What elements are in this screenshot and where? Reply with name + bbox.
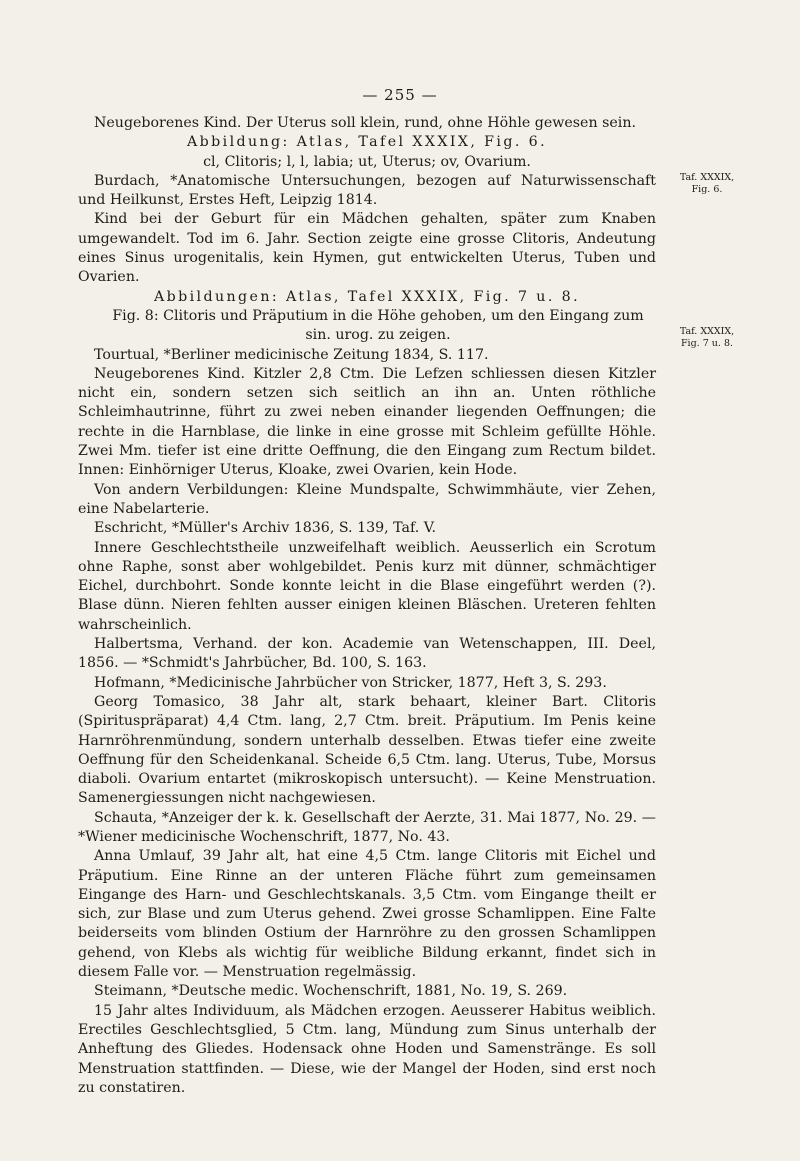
figure-legend: Fig. 8: Clitoris und Präputium in die Höhe gehoben, um den Eingang zum sin. urog. zu zeigen. [112,307,644,344]
citation: Tourtual, *Berliner medicinische Zeitung 1834, S. 117. [94,346,489,363]
margin-note-line: Taf. XXXIX, [679,326,735,337]
citation: Burdach, *Anatomische Untersuchungen, bezogen auf Naturwissenschaft und Heilkunst, Erstes Heft, Leipzig 1814. [78,172,656,209]
citation: Schauta, *Anzeiger der k. k. Gesellschaft der Aerzte, 31. Mai 1877, No. 29. — *Wiener medicinische Wochenschrift, 1877, No. 43. [78,809,656,845]
figure-legend: cl, Clitoris; l, l, labia; ut, Uterus; ov, Ovarium. [203,153,531,170]
paragraph: Neugeborenes Kind. Kitzler 2,8 Ctm. Die Lefzen schliessen diesen Kitzler nicht ein, sondern setzen sich seitlich an ihn an. Unten röthliche Schleimhautrinne, führt zu zwei neben einander liegenden Oeffnungen; die rechte in die Harnblase, die linke in eine grosse mit Schleim gefüllte Höhle. Zwei Mm. tiefer ist eine dritte Oeffnung, die den Eingang zum Rectum bildet. Innen: Einhörniger Uterus, Kloake, zwei Ovarien, kein Hode. [78,365,656,479]
paragraph: Kind bei der Geburt für ein Mädchen gehalten, später zum Knaben umgewandelt. Tod im 6. Jahr. Section zeigte eine grosse Clitoris, Andeutung eines Sinus urogenitalis, kein Hymen, gut entwickelten Uterus, Tuben und Ovarien. [78,211,656,286]
page-number: — 255 — [362,86,438,104]
paragraph: Innere Geschlechtstheile unzweifelhaft weiblich. Aeusserlich ein Scrotum ohne Raphe, sonst aber wohlgebildet. Penis kurz mit dünner, schmächtiger Eichel, durchbohrt. Sonde konnte leicht in die Blase eingeführt werden (?). Blase dünn. Nieren fehlten ausser einigen kleinen Bläschen. Ureteren fehlten wahrscheinlich. [78,539,656,633]
margin-note-line: Fig. 7 u. 8. [680,338,734,349]
margin-note-fig-6 [664,172,750,196]
paragraph: Anna Umlauf, 39 Jahr alt, hat eine 4,5 Ctm. lange Clitoris mit Eichel und Präputium. Eine Rinne an der unteren Fläche führt zum gemeinsamen Eingange des Harn- und Geschlechtskanals. 3,5 Ctm. vom Eingange theilt er sich, zur Blase und zum Uterus gehend. Zwei grosse Schamlippen. Eine Falte beiderseits vom blinden Ostium der Harnröhre zu den grossen Schamlippen gehend, von Klebs als wichtig für weibliche Bildung erkannt, findet sich in diesem Falle vor. — Menstruation regelmässig. [78,848,656,981]
margin-note-line: Fig. 6. [691,184,723,195]
citation: Steimann, *Deutsche medic. Wochenschrift, 1881, No. 19, S. 269. [94,983,568,1000]
margin-note-fig-7-8 [664,326,750,350]
citation: Hofmann, *Medicinische Jahrbücher von Stricker, 1877, Heft 3, S. 293. [94,674,607,691]
margin-note-line: Taf. XXXIX, [679,172,735,183]
paragraph: Von andern Verbildungen: Kleine Mundspalte, Schwimmhäute, vier Zehen, eine Nabelarterie. [78,481,656,517]
citation: Halbertsma, Verhand. der kon. Academie van Wetenschappen, III. Deel, 1856. — *Schmidt's Jahrbücher, Bd. 100, S. 163. [78,636,656,672]
main-text [78,114,656,1098]
paragraph: Georg Tomasico, 38 Jahr alt, stark behaart, kleiner Bart. Clitoris (Spirituspräparat) 4,4 Ctm. lang, 2,7 Ctm. breit. Präputium. Im Penis keine Harnröhrenmündung, sondern unterhalb desselben. Etwas tiefer eine zweite Oeffnung für den Scheidenkanal. Scheide 6,5 Ctm. lang. Uterus, Tube, Morsus diaboli. Ovarium entartet (mikroskopisch untersucht). — Keine Menstruation. Samenergiessungen nicht nachgewiesen. [78,693,656,807]
citation: Eschricht, *Müller's Archiv 1836, S. 139, Taf. V. [94,520,437,537]
paragraph: Neugeborenes Kind. Der Uterus soll klein, rund, ohne Höhle gewesen sein. [94,115,636,131]
figure-reference: Abbildung: Atlas, Tafel XXXIX, Fig. 6. [187,134,547,151]
paragraph: 15 Jahr altes Individuum, als Mädchen erzogen. Aeusserer Habitus weiblich. Erectiles Geschlechtsglied, 5 Ctm. lang, Mündung zum Sinus unterhalb der Anheftung des Gliedes. Hodensack ohne Hoden und Samenstränge. Es soll Menstruation stattfinden. — Diese, wie der Mangel der Hoden, sind erst noch zu constatiren. [78,1002,656,1096]
figure-reference: Abbildungen: Atlas, Tafel XXXIX, Fig. 7 u. 8. [154,288,580,305]
